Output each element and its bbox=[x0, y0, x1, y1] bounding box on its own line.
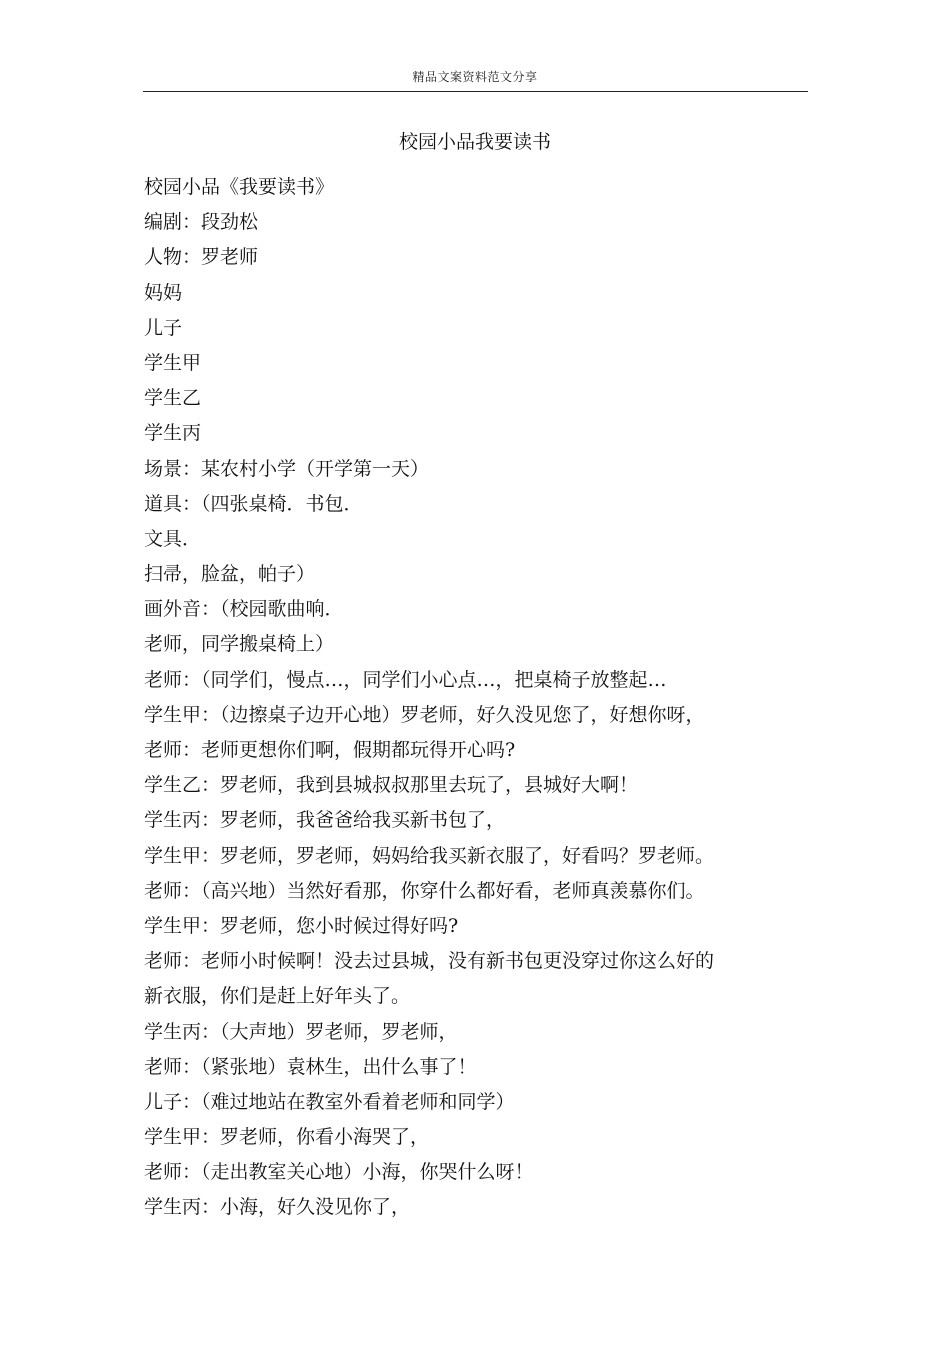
text-line: 人物：罗老师 bbox=[144, 246, 259, 269]
text-line: 儿子：（难过地站在教室外看着老师和同学） bbox=[144, 1090, 515, 1113]
text-line: 学生甲：罗老师，罗老师，妈妈给我买新衣服了，好看吗？罗老师。 bbox=[144, 844, 715, 867]
text-line: 老师：（同学们，慢点…，同学们小心点…，把桌椅子放整起… bbox=[144, 668, 667, 691]
text-line: 老师：老师更想你们啊，假期都玩得开心吗? bbox=[144, 739, 516, 761]
text-line: 场景：某农村小学（开学第一天） bbox=[144, 457, 430, 480]
document-body bbox=[144, 170, 814, 1226]
text-line: 学生甲：罗老师，您小时候过得好吗? bbox=[144, 914, 459, 937]
text-line: 学生乙 bbox=[144, 387, 202, 410]
text-line: 老师：老师小时候啊！没去过县城，没有新书包更没穿过你这么好的 bbox=[144, 950, 715, 973]
text-line: 学生甲：（边擦桌子边开心地）罗老师，好久没见您了，好想你呀， bbox=[144, 703, 705, 726]
text-line: 老师：（走出教室关心地）小海，你哭什么呀！ bbox=[144, 1161, 534, 1184]
text-line: 学生丙：罗老师，我爸爸给我买新书包了， bbox=[144, 809, 506, 832]
text-line: 妈妈 bbox=[144, 281, 183, 304]
text-line: 学生甲 bbox=[144, 351, 202, 374]
text-line: 老师，同学搬桌椅上） bbox=[144, 633, 335, 656]
text-line: 老师：（紧张地）袁林生，出什么事了！ bbox=[144, 1055, 477, 1078]
text-line: 学生丙 bbox=[144, 422, 202, 445]
header-divider bbox=[143, 91, 808, 92]
text-line: 学生乙：罗老师，我到县城叔叔那里去玩了，县城好大啊！ bbox=[144, 774, 639, 797]
document-title: 校园小品我要读书 bbox=[398, 131, 551, 153]
text-line: 道具：（四张桌椅．书包． bbox=[144, 492, 363, 515]
text-line: 文具． bbox=[144, 527, 202, 550]
text-line: 学生甲：罗老师，你看小海哭了， bbox=[144, 1126, 430, 1149]
text-line: 编剧：段劲松 bbox=[144, 211, 259, 234]
text-line: 学生丙：（大声地）罗老师，罗老师， bbox=[144, 1020, 458, 1043]
text-line: 画外音：（校园歌曲响． bbox=[144, 598, 344, 621]
text-line: 儿子 bbox=[144, 316, 183, 339]
text-line: 校园小品《我要读书》 bbox=[144, 176, 335, 198]
text-line: 新衣服，你们是赶上好年头了。 bbox=[144, 985, 411, 1008]
page-header: 精品文案资料范文分享 bbox=[412, 70, 538, 84]
text-line: 老师：（高兴地）当然好看那，你穿什么都好看，老师真羡慕你们。 bbox=[144, 879, 705, 902]
text-line: 学生丙：小海，好久没见你了， bbox=[144, 1196, 411, 1219]
text-line: 扫帚，脸盆，帕子） bbox=[144, 563, 316, 586]
